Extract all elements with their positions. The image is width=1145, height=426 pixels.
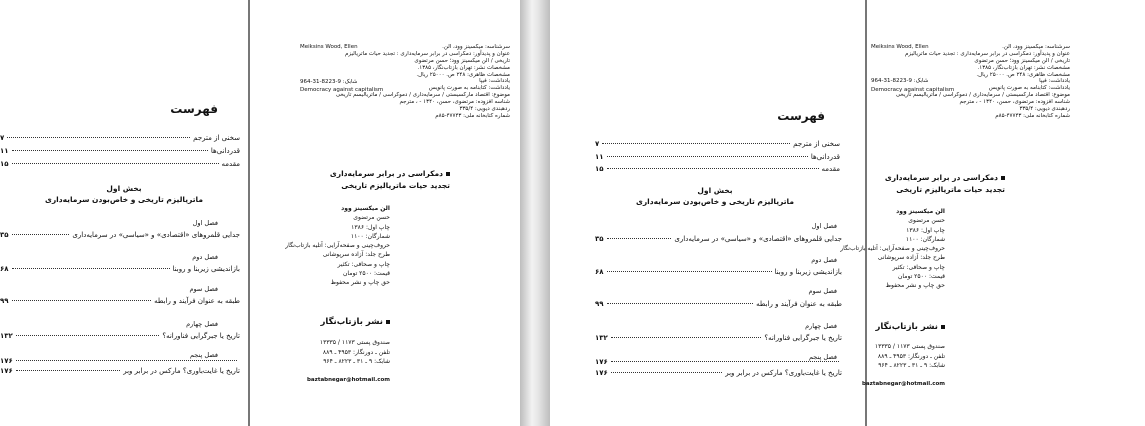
- publisher-contact: [320, 338, 390, 367]
- catalog-latin-name: Meiksins Wood, Ellen: [871, 44, 929, 50]
- square-bullet-icon: [941, 325, 945, 329]
- catalog-line: یادداشت: فیپا: [1039, 78, 1070, 85]
- toc-entry-label: قدردانی‌ها: [810, 153, 840, 161]
- book-title: دمکراسی در برابر سرمایه‌داری: [885, 174, 1005, 182]
- isbn-line: شابک: ۹ ـ ۳۱ ـ ۸۲۲۳ ـ ۹۶۴: [323, 358, 390, 366]
- typesetting: حروف‌چینی و صفحه‌آرایی: آتلیه بازتاب‌نگار: [285, 242, 390, 250]
- toc-entry-page: ۷: [0, 134, 5, 142]
- chapter-label: فصل اول: [811, 222, 837, 230]
- catalog-line: یادداشت: کتابنامه به صورت پانویس: [428, 85, 510, 92]
- toc-entry[interactable]: [0, 232, 240, 240]
- catalog-latin-name: Meiksins Wood, Ellen: [300, 44, 358, 50]
- phone-fax: تلفن ـ دورنگار: ۴۹۵۳ ـ ۸۸۹: [322, 348, 390, 356]
- translator-name: حسن مرتضوی: [908, 217, 945, 225]
- catalog-line: تاریخی / الن میکسینز وود؛ حسن مرتضوی: [974, 57, 1070, 64]
- toc-entry-label: جدایی قلمروهای «اقتصادی» و «سیاسی» در سرمایه‌داری: [72, 231, 240, 239]
- toc-entry[interactable]: [0, 135, 240, 143]
- square-bullet-icon: [386, 320, 390, 324]
- toc-entry-page: ۱۷۶: [0, 367, 13, 375]
- toc-page-right: [550, 0, 865, 426]
- edition: چاپ اول: ۱۳۸۶: [906, 226, 945, 234]
- book-details: [840, 207, 945, 291]
- toc-entry-page: ۱۷۶: [595, 369, 608, 377]
- toc-entry-page: ۱۵: [595, 165, 604, 173]
- toc-entry-label: تاریخ یا غایت‌باوری؟ مارکس در برابر وبر: [725, 369, 842, 377]
- toc-entry-page: ۶۸: [0, 265, 9, 273]
- catalog-line: سرشناسه: میکسینز وود، الن.: [1002, 44, 1070, 50]
- book-subtitle: تجدید حیات ماتریالیزم تاریخی: [896, 185, 1005, 194]
- author-name: الن میکسینز وود: [341, 205, 390, 212]
- book-subtitle: تجدید حیات ماتریالیزم تاریخی: [341, 181, 450, 190]
- chapter-label: فصل سوم: [808, 287, 837, 295]
- catalog-line: عنوان و پدیدآور: دمکراسی در برابر سرمایه‌داری : تجدید حیات ماتریالیزم: [905, 50, 1070, 57]
- printing: چاپ و صحافی: تکثیر: [337, 260, 390, 268]
- catalog-line: یادداشت: کتابنامه به صورت پانویس: [988, 85, 1070, 92]
- toc-entry[interactable]: [595, 370, 842, 378]
- left-spread: [0, 0, 520, 426]
- chapter-label: فصل اول: [192, 219, 218, 227]
- part-title: ماتریالیزم تاریخی و خاص‌بودن سرمایه‌داری: [44, 195, 204, 204]
- phone-fax: تلفن ـ دورنگار: ۴۹۵۳ ـ ۸۸۹: [877, 352, 945, 360]
- gutter: [520, 0, 550, 426]
- publisher-name: نشر بازتاب‌نگار: [320, 318, 390, 327]
- imprint-page-left: [250, 0, 520, 426]
- chapter-label: فصل پنجم: [808, 353, 837, 361]
- toc-entry-label: سخنی از مترجم: [193, 134, 240, 142]
- toc-entry[interactable]: [0, 148, 240, 156]
- publisher-contact: [875, 342, 945, 371]
- cover-design: طرح جلد: آزاده سرپوشانی: [322, 251, 390, 259]
- translator-name: حسن مرتضوی: [353, 214, 390, 222]
- catalog-line: مشخصات نشر: تهران بازتاب‌نگار، ۱۳۸۵.: [977, 64, 1070, 71]
- catalog-isbn: شابک: 9-8223-31-964: [300, 79, 358, 85]
- catalog-line: شماره کتابخانه ملی: ۴۷۷۴۳-۸۵م: [995, 112, 1070, 119]
- toc-entry[interactable]: [595, 236, 842, 244]
- toc-entry[interactable]: [595, 166, 840, 174]
- toc-entry[interactable]: [595, 154, 840, 162]
- toc-entry-label: تاریخ یا جبرگرایی فناورانه؟: [162, 332, 240, 340]
- publisher-email[interactable]: baztabnegar@hotmail.com: [306, 377, 390, 383]
- catalog-latin-title: Democracy against capitalism: [871, 87, 955, 93]
- toc-entry-label: مقدمه: [221, 160, 240, 168]
- toc-page-left: [0, 0, 248, 426]
- isbn-line: شابک: ۹ ـ ۳۱ ـ ۸۲۲۳ ـ ۹۶۴: [878, 362, 945, 370]
- toc-title: فهرست: [777, 109, 825, 123]
- toc-entry-page: ۱۱: [0, 147, 9, 155]
- right-spread: [550, 0, 1145, 426]
- toc-entry-page: ۹۹: [595, 300, 604, 308]
- toc-entry[interactable]: [0, 333, 240, 341]
- price: قیمت: ۲۵۰۰ تومان: [343, 270, 390, 278]
- catalog-line: مشخصات نشر: تهران بازتاب‌نگار، ۱۳۸۵.: [417, 64, 510, 71]
- part-label: بخش اول: [697, 186, 733, 195]
- catalog-line: موضوع: اقتصاد مارکسیستی / سرمایه‌داری / دموکراسی / ماتریالیسم تاریخی: [335, 92, 510, 99]
- toc-entry-label: قدردانی‌ها: [210, 147, 240, 155]
- toc-entry-label: جدایی قلمروهای «اقتصادی» و «سیاسی» در سرمایه‌داری: [674, 235, 842, 243]
- toc-entry[interactable]: [0, 298, 240, 306]
- toc-entry-page: ۷: [595, 140, 600, 148]
- toc-entry-page: ۱۵: [0, 160, 9, 168]
- toc-entry[interactable]: [595, 335, 842, 343]
- author-name: الن میکسینز وود: [896, 208, 945, 215]
- catalog-line: تاریخی / الن میکسینز وود؛ حسن مرتضوی: [414, 57, 510, 64]
- chapter-label: فصل سوم: [189, 285, 218, 293]
- chapter-label: فصل چهارم: [186, 320, 218, 328]
- po-box: صندوق پستی ۱۱۷۳ / ۱۳۳۳۵: [874, 343, 945, 350]
- toc-entry-page: ۱۷۶: [595, 358, 608, 366]
- square-bullet-icon: [446, 172, 450, 176]
- toc-entry-page: ۹۹: [0, 297, 9, 305]
- catalog-line: یادداشت: فیپا: [479, 78, 510, 85]
- catalog-line: شناسه افزوده: مرتضوی، حسن، ۱۳۴۰ - ، مترجم: [399, 99, 510, 105]
- toc-entry[interactable]: [0, 368, 240, 376]
- book-details: [285, 204, 390, 288]
- chapter-label: فصل پنجم: [189, 351, 218, 359]
- toc-entry-label: طبقه به عنوان فرآیند و رابطه: [154, 297, 240, 305]
- po-box: صندوق پستی ۱۱۷۳ / ۱۳۳۳۵: [319, 339, 390, 346]
- typesetting: حروف‌چینی و صفحه‌آرایی: آتلیه بازتاب‌نگار: [840, 245, 945, 253]
- catalog-line: ردهبندی دیویی: ۳۳۵/۴: [459, 105, 510, 112]
- toc-entry-page: ۳۵: [0, 231, 9, 239]
- print-run: شمارگان: ۱۱۰۰: [350, 232, 390, 240]
- price: قیمت: ۲۵۰۰ تومان: [898, 273, 945, 281]
- toc-entry-label: تاریخ یا غایت‌باوری؟ مارکس در برابر وبر: [123, 367, 240, 375]
- toc-entry[interactable]: [595, 301, 842, 309]
- book-title: دمکراسی در برابر سرمایه‌داری: [330, 170, 450, 178]
- toc-entry-page: ۱۳۲: [595, 334, 608, 342]
- chapter-label: فصل چهارم: [805, 322, 837, 330]
- toc-entry[interactable]: [0, 161, 240, 169]
- toc-entry-page: ۱۳۲: [0, 332, 13, 340]
- toc-entry[interactable]: [595, 269, 842, 277]
- catalog-line: مشخصات ظاهری: ۲۴۸ ص. ۲۵۰۰۰ ریال.: [416, 71, 510, 78]
- part-label: بخش اول: [106, 184, 142, 193]
- square-bullet-icon: [1001, 176, 1005, 180]
- toc-entry-label: بازاندیشی زیربنا و روبنا: [774, 268, 842, 276]
- toc-entry-label: طبقه به عنوان فرآیند و رابطه: [756, 300, 842, 308]
- toc-entry-label: تاریخ یا جبرگرایی فناورانه؟: [764, 334, 842, 342]
- cover-design: طرح جلد: آزاده سرپوشانی: [877, 254, 945, 262]
- catalog-line: عنوان و پدیدآور: دمکراسی در برابر سرمایه‌داری : تجدید حیات ماتریالیزم: [345, 50, 510, 57]
- toc-entry[interactable]: [595, 359, 842, 367]
- print-run: شمارگان: ۱۱۰۰: [905, 235, 945, 243]
- toc-entry[interactable]: [595, 141, 840, 149]
- edition: چاپ اول: ۱۳۸۶: [351, 223, 390, 231]
- chapter-label: فصل دوم: [192, 253, 218, 261]
- catalog-line: شناسه افزوده: مرتضوی، حسن، ۱۳۴۰ - ، مترجم: [959, 99, 1070, 105]
- catalog-line: موضوع: اقتصاد مارکسیستی / سرمایه‌داری / دموکراسی / ماتریالیسم تاریخی: [895, 92, 1070, 99]
- toc-entry-page: ۱۱: [595, 153, 604, 161]
- toc-entry-page: ۶۸: [595, 268, 604, 276]
- publisher-email[interactable]: baztabnegar@hotmail.com: [861, 381, 945, 387]
- toc-entry-page: ۱۷۶: [0, 357, 13, 365]
- toc-entry[interactable]: [0, 358, 240, 366]
- toc-entry[interactable]: [0, 266, 240, 274]
- catalog-line: سرشناسه: میکسینز وود، الن.: [442, 44, 510, 50]
- toc-title: فهرست: [170, 102, 218, 116]
- part-title: ماتریالیزم تاریخی و خاص‌بودن سرمایه‌داری: [635, 197, 795, 206]
- toc-entry-page: ۳۵: [595, 235, 604, 243]
- toc-entry-label: مقدمه: [821, 165, 840, 173]
- catalog-block: [336, 44, 510, 120]
- catalog-line: مشخصات ظاهری: ۲۴۸ ص. ۲۵۰۰۰ ریال.: [976, 71, 1070, 78]
- copyright: حق چاپ و نشر محفوظ: [885, 282, 945, 290]
- publisher-name: نشر بازتاب‌نگار: [875, 323, 945, 332]
- printing: چاپ و صحافی: تکثیر: [892, 263, 945, 271]
- catalog-isbn: شابک: 9-8223-31-964: [871, 78, 929, 84]
- catalog-line: شماره کتابخانه ملی: ۴۷۷۴۳-۸۵م: [435, 112, 510, 119]
- catalog-line: ردهبندی دیویی: ۳۳۵/۴: [1019, 105, 1070, 112]
- toc-entry-label: سخنی از مترجم: [793, 140, 840, 148]
- imprint-page-right: [840, 0, 1145, 426]
- catalog-latin-title: Democracy against capitalism: [300, 87, 384, 93]
- chapter-label: فصل دوم: [811, 256, 837, 264]
- copyright: حق چاپ و نشر محفوظ: [330, 279, 390, 287]
- toc-entry-label: بازاندیشی زیربنا و روبنا: [172, 265, 240, 273]
